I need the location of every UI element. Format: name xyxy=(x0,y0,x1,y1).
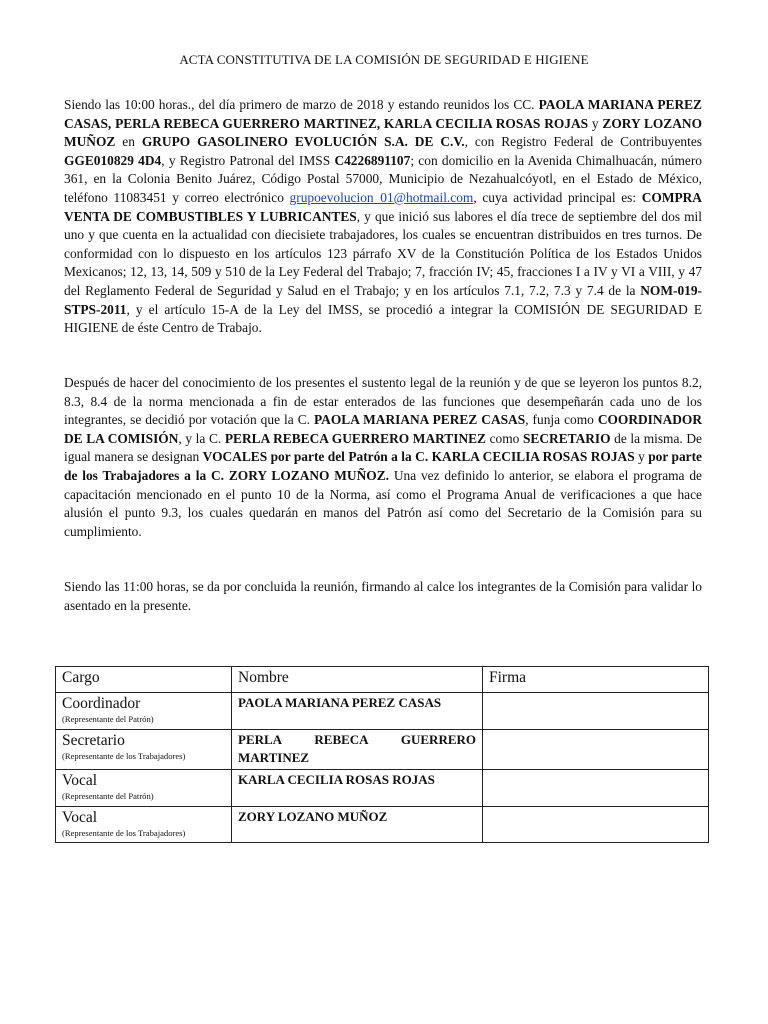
table-row xyxy=(56,730,709,770)
text-run: y xyxy=(634,449,649,465)
cargo-label: Secretario xyxy=(62,732,125,749)
company-name: GRUPO GASOLINERO EVOLUCIÓN S.A. DE C.V. xyxy=(141,134,465,150)
vocal-employer: VOCALES por parte del Patrón a la C. KARLA CECILIA ROSAS ROJAS xyxy=(202,449,635,465)
text-run: , y la C. xyxy=(178,430,225,446)
cargo-cell xyxy=(56,693,232,730)
main-activity: COMPRA VENTA DE COMBUSTIBLES Y LUBRICANTES xyxy=(64,189,702,224)
member-name: ZORY LOZANO MUÑOZ xyxy=(64,115,702,150)
representative-label: (Representante del Patrón) xyxy=(62,714,154,724)
signature-cell xyxy=(483,807,709,843)
rfc-number: GGE010829 4D4 xyxy=(64,152,162,168)
imss-number: C4226891107 xyxy=(334,152,411,168)
norm-reference: NOM-019-STPS-2011 xyxy=(64,282,702,317)
text-run: como xyxy=(485,430,523,446)
text-run: , y el artículo 15-A de la Ley del IMSS, se procedió a integrar la COMISIÓN DE SEGURIDAD E HIGIENE de éste Centro de Trabajo. xyxy=(64,301,702,336)
member-name: PAOLA MARIANA PEREZ CASAS xyxy=(238,695,442,710)
member-name: KARLA CECILIA ROSAS ROJAS xyxy=(238,772,435,787)
cargo-cell xyxy=(56,807,232,843)
table-row xyxy=(56,693,709,730)
coordinator-name: PAOLA MARIANA PEREZ CASAS xyxy=(314,412,526,428)
member-name: ZORY LOZANO MUÑOZ xyxy=(238,809,388,824)
table-header-row xyxy=(56,667,709,693)
text-run: , con Registro Federal de Contribuyentes xyxy=(464,134,702,150)
table-row xyxy=(56,770,709,807)
representative-label: (Representante de los Trabajadores) xyxy=(62,751,186,761)
members-names: PAOLA MARIANA PEREZ CASAS, PERLA REBECA GUERRERO MARTINEZ, KARLA CECILIA ROSAS ROJAS xyxy=(64,97,702,131)
nombre-cell xyxy=(232,770,483,807)
cargo-cell xyxy=(56,730,232,770)
text-run: , y Registro Patronal del IMSS xyxy=(161,152,335,168)
paragraph-designation xyxy=(64,374,702,541)
cargo-label: Coordinador xyxy=(62,695,141,712)
paragraph-closing: Siendo las 11:00 horas, se da por concluida la reunión, firmando al calce los integrantes de la Comisión para validar lo asentado en la presente. xyxy=(64,579,702,613)
nombre-cell xyxy=(232,730,483,770)
text-run: ; con domicilio en la Avenida Chimalhuacán, número 361, en la Colonia Benito Juárez, Código Postal 57000, Municipio de Nezahualcóyotl, en el Estado de México, teléfono 11083451 y correo electrónico xyxy=(64,152,703,205)
secretary-role: SECRETARIO xyxy=(522,430,611,446)
text-run: Siendo las 10:00 horas., del día primero de marzo de 2018 y estando reunidos los CC. xyxy=(64,97,539,112)
cargo-label: Vocal xyxy=(62,809,98,826)
table-row xyxy=(56,807,709,843)
member-name: PERLA REBECA GUERRERO MARTINEZ xyxy=(238,732,476,765)
email-link[interactable]: grupoevolucion_01@hotmail.com xyxy=(289,189,474,205)
text-run: y xyxy=(588,115,603,131)
text-run: en xyxy=(115,134,142,150)
paragraph-opening xyxy=(64,96,702,338)
cargo-label: Vocal xyxy=(62,772,98,789)
header-firma: Firma xyxy=(483,667,709,693)
vocal-workers: por parte de los Trabajadores a la C. ZORY LOZANO MUÑOZ. xyxy=(64,449,703,483)
secretary-name: PERLA REBECA GUERRERO MARTINEZ xyxy=(224,430,486,446)
text-run: , cuya actividad principal es: xyxy=(473,189,642,205)
nombre-cell xyxy=(232,693,483,730)
text-run: , y que inició sus labores el día trece de septiembre del dos mil uno y que cuenta en la actualidad con diecisiete trabajadores, los cuales se encuentran distribuidos en tres turnos. De conformidad con lo dispuesto en los artículos 123 párrafo XV de la Constitución Política de los Estados Unidos Mexicanos; 12, 13, 14, 509 y 510 de la Ley Federal del Trabajo; 7, fracción IV; 45, fracciones I a IV y VI a VIII, y 47 del Reglamento Federal de Seguridad y Salud en el Trabajo; y en los artículos 7.1, 7.2, 7.3 y 7.4 de la xyxy=(64,208,702,298)
document-title: ACTA CONSTITUTIVA DE LA COMISIÓN DE SEGURIDAD E HIGIENE xyxy=(179,52,589,67)
representative-label: (Representante del Patrón) xyxy=(62,791,154,801)
signature-cell xyxy=(483,730,709,770)
representative-label: (Representante de los Trabajadores) xyxy=(62,828,186,838)
coordinator-role: COORDINADOR DE LA COMISIÓN xyxy=(64,412,702,446)
text-run: Una vez definido lo anterior, se elabora el programa de capacitación mencionado en el punto 10 de la Norma, así como el Programa Anual de verificaciones a que hace alusión el punto 9.3, los cuales quedarán en manos del Patrón así como del Secretario de la Comisión para su cumplimiento. xyxy=(64,467,702,539)
text-run: Después de hacer del conocimiento de los presentes el sustento legal de la reunión y de que se leyeron los puntos 8.2, 8.3, 8.4 de la norma mencionada a fin de estar enterados de las funciones que desempeñarán cada uno de los integrantes, se decidió por votación que la C. xyxy=(64,375,702,428)
cargo-cell xyxy=(56,770,232,807)
signature-cell xyxy=(483,770,709,807)
text-run: , funja como xyxy=(525,412,598,428)
signature-cell xyxy=(483,693,709,730)
text-run: de la misma. De igual manera se designan xyxy=(64,430,702,465)
signature-table xyxy=(55,666,709,843)
header-cargo: Cargo xyxy=(56,667,232,693)
nombre-cell xyxy=(232,807,483,843)
header-nombre: Nombre xyxy=(232,667,483,693)
